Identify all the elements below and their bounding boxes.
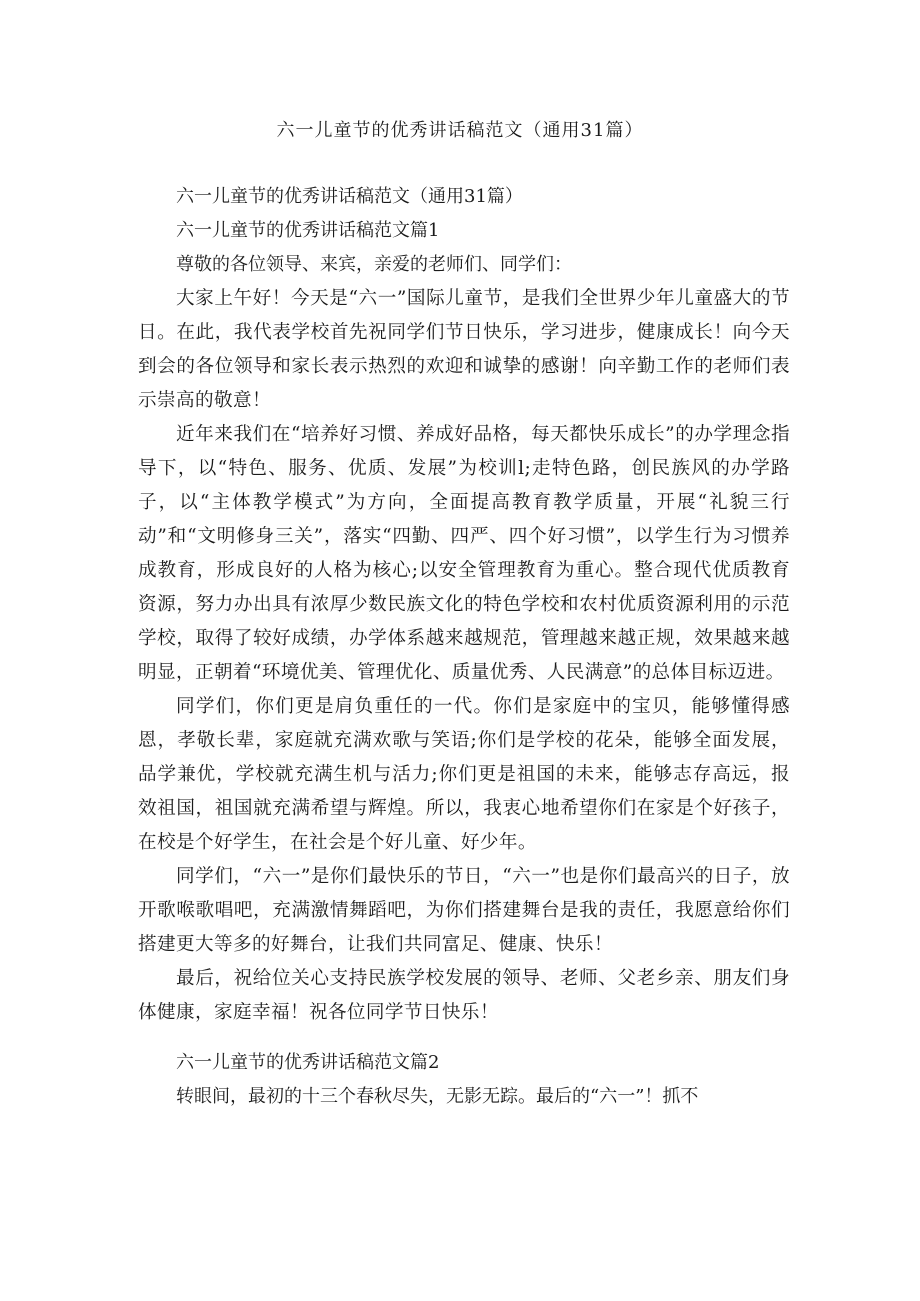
section-spacer: [138, 1030, 790, 1046]
paragraph-greeting: 大家上午好！今天是“六一”国际儿童节，是我们全世界少年儿童盛大的节日。在此，我代表学校首先祝同学们节日快乐，学习进步，健康成长！向今天到会的各位领导和家长表示热烈的欢迎和诚挚的感谢！向辛勤工作的老师们表示崇高的敬意！: [138, 288, 790, 411]
document-title: 六一儿童节的优秀讲话稿范文（通用31篇）: [276, 120, 644, 141]
document-body: [138, 180, 790, 1114]
paragraph-school-achievements: 近年来我们在“培养好习惯、养成好品格，每天都快乐成长”的办学理念指导下，以“特色、服务、优质、发展”为校训l;走特色路，创民族风的办学路子，以“主体教学模式”为方向，全面提高教育教学质量，开展“礼貌三行动”和“文明修身三关”，落实“四勤、四严、四个好习惯”，以学生行为习惯养成教育，形成良好的人格为核心;以安全管理教育为重心。整合现代优质教育资源，努力办出具有浓厚少数民族文化的特色学校和农村优质资源利用的示范学校，取得了较好成绩，办学体系越来越规范，管理越来越正规，效果越来越明显，正朝着“环境优美、管理优化、质量优秀、人民满意”的总体目标迈进。: [138, 424, 790, 683]
paragraph-closing: 最后，祝给位关心支持民族学校发展的领导、老师、父老乡亲、朋友们身体健康，家庭幸福！祝各位同学节日快乐！: [138, 968, 790, 1023]
section-heading-1: 六一儿童节的优秀讲话稿范文篇1: [176, 220, 440, 241]
paragraph-celebration: 同学们，“六一”是你们最快乐的节日，“六一”也是你们最高兴的日子，放开歌喉歌唱吧，充满激情舞蹈吧，为你们搭建舞台是我的责任，我愿意给你们搭建更大等多的好舞台，让我们共同富足、健康、快乐！: [138, 866, 790, 955]
document-subtitle: 六一儿童节的优秀讲话稿范文（通用31篇）: [176, 186, 523, 207]
section-2-first-line: 转眼间，最初的十三个春秋尽失，无影无踪。最后的“六一”！抓不: [176, 1086, 699, 1107]
salutation: 尊敬的各位领导、来宾，亲爱的老师们、同学们：: [176, 254, 572, 275]
paragraph-responsibility: 同学们，你们更是肩负重任的一代。你们是家庭中的宝贝，能够懂得感恩，孝敬长辈，家庭就充满欢歌与笑语;你们是学校的花朵，能够全面发展，品学兼优，学校就充满生机与活力;你们更是祖国的未来，能够志存高远，报效祖国，祖国就充满希望与辉煌。所以，我衷心地希望你们在家是个好孩子，在校是个好学生，在社会是个好儿童、好少年。: [138, 696, 790, 853]
section-heading-2: 六一儿童节的优秀讲话稿范文篇2: [176, 1052, 440, 1073]
